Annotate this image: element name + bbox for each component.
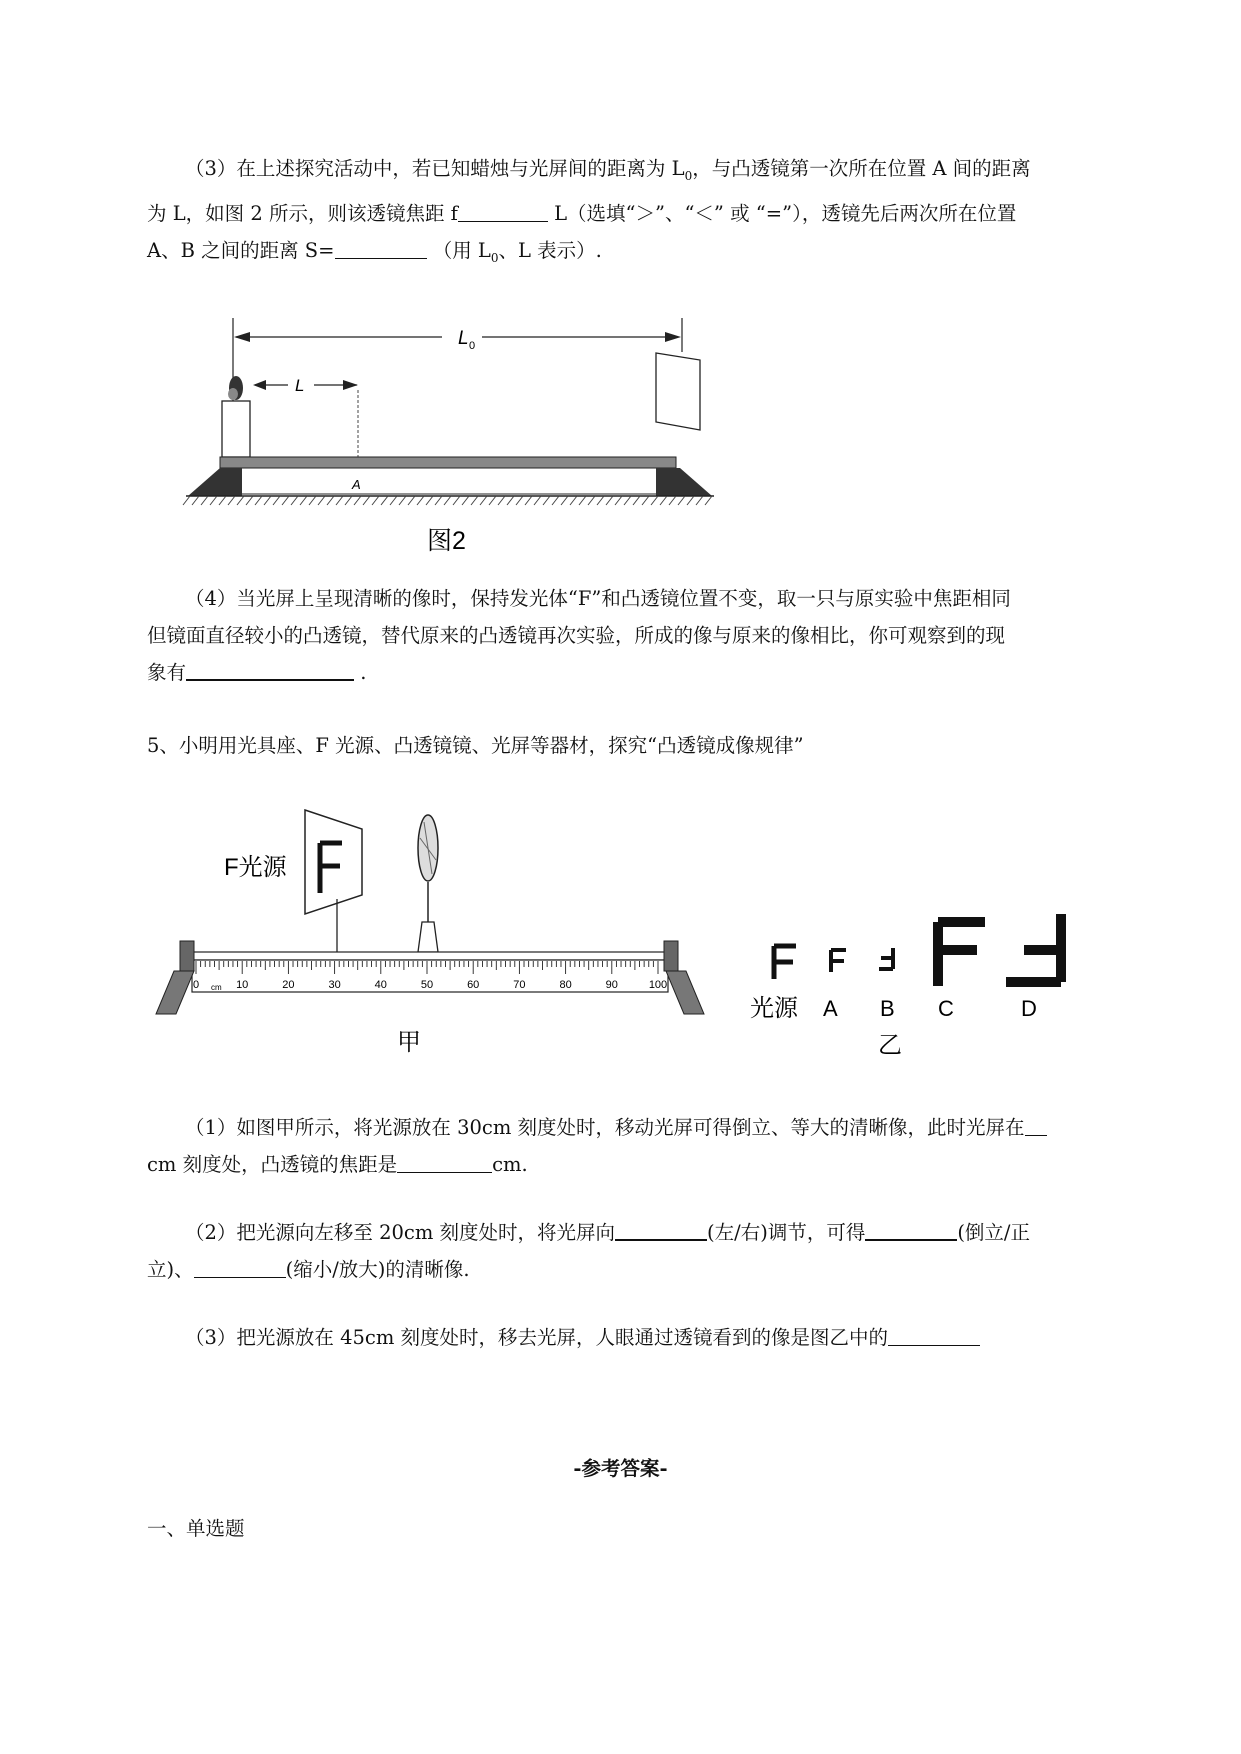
q3-sub-0b: 0 xyxy=(490,250,499,265)
fig-yi-label-a: A xyxy=(823,996,838,1021)
q5-3-blank[interactable] xyxy=(888,1323,980,1346)
q3-text-5: A、B 之间的距离 S= xyxy=(147,238,335,262)
q5-2-text-4: 立)、 xyxy=(147,1258,194,1281)
q5-2-text-2: (左/右)调节，可得 xyxy=(707,1221,866,1244)
answers-section xyxy=(147,1510,1147,1547)
fig-jia-source-label: F光源 xyxy=(224,854,287,881)
ruler-unit: cm xyxy=(211,983,222,992)
ruler-tick-label: 80 xyxy=(559,979,572,991)
image-d-icon xyxy=(1006,914,1061,982)
q3-text-4: L（选填“＞”、“＜” 或 “=”），透镜先后两次所在位置 xyxy=(547,201,1017,225)
ruler-tick-label: 90 xyxy=(605,979,618,991)
fig2-label-L0: L xyxy=(458,328,469,349)
q5-1-text-3: cm. xyxy=(492,1153,528,1176)
fig2-label-L: L xyxy=(295,376,305,395)
q5-3-text-1: （3）把光源放在 45cm 刻度处时，移去光屏，人眼通过透镜看到的像是图乙中的 xyxy=(185,1326,889,1349)
ruler-tick-label: 0 xyxy=(192,979,200,991)
image-c-icon xyxy=(938,922,985,986)
ruler-tick-label: 40 xyxy=(374,979,387,991)
fig2-label-L0-sub: 0 xyxy=(469,340,476,352)
q4-text-4: . xyxy=(354,661,367,684)
q5-2-blank-size[interactable] xyxy=(194,1255,286,1278)
q5-2-text-3: (倒立/正 xyxy=(957,1221,1031,1244)
fig-yi-label-c: C xyxy=(938,996,954,1021)
q3-text-1: （3）在上述探究活动中，若已知蜡烛与光屏间的距离为 L xyxy=(185,157,685,180)
fig-yi-label-d: D xyxy=(1021,996,1037,1021)
q5-2-text-1: （2）把光源向左移至 20cm 刻度处时，将光屏向 xyxy=(185,1221,616,1244)
q5-2-blank-orientation[interactable] xyxy=(865,1217,957,1241)
q4-text-3: 象有 xyxy=(147,661,187,684)
fig2-caption: 图2 xyxy=(427,527,466,555)
answers-title: -参考答案- xyxy=(573,1457,668,1480)
q5-1-text-2: cm 刻度处，凸透镜的焦距是 xyxy=(147,1153,398,1176)
ruler-tick-label: 50 xyxy=(420,979,434,991)
q5-1-blank-position[interactable] xyxy=(1025,1113,1047,1136)
image-a-icon xyxy=(831,950,846,972)
q5-1-blank-focal[interactable] xyxy=(397,1150,492,1173)
q3-text-2: ，与凸透镜第一次所在位置 A 间的距离 xyxy=(692,157,1031,180)
image-b-icon xyxy=(879,948,893,969)
q3-text-6: （用 L xyxy=(426,238,491,262)
q5-title: 5、小明用光具座、F 光源、凸透镜镜、光屏等器材，探究“凸透镜成像规律” xyxy=(147,734,804,757)
fig-jia-caption: 甲 xyxy=(397,1029,421,1056)
ruler-tick-label: 60 xyxy=(467,979,480,991)
question-5-1 xyxy=(147,1109,1147,1183)
q3-text-7: 、L 表示）. xyxy=(498,238,602,262)
answers-section-1: 一、单选题 xyxy=(147,1517,245,1540)
q3-text-3: 为 L，如图 2 所示，则该透镜焦距 f xyxy=(147,201,458,225)
ruler-tick-label: 30 xyxy=(328,979,341,991)
q5-2-blank-direction[interactable] xyxy=(615,1217,707,1241)
fig-yi-caption: 乙 xyxy=(878,1032,902,1059)
q5-1-text-1: （1）如图甲所示，将光源放在 30cm 刻度处时，移动光屏可得倒立、等大的清晰像，此时光屏在 xyxy=(185,1116,1025,1139)
q3-sub-0: 0 xyxy=(684,168,693,183)
source-f-icon xyxy=(774,946,796,979)
q4-text-1: （4）当光屏上呈现清晰的像时，保持发光体“F”和凸透镜位置不变，取一只与原实验中焦距相同 xyxy=(185,587,1011,610)
q4-text-2: 但镜面直径较小的凸透镜，替代原来的凸透镜再次实验，所成的像与原来的像相比，你可观察到的现 xyxy=(147,624,1006,647)
ruler-tick-label: 70 xyxy=(513,979,526,991)
question-5-2 xyxy=(147,1214,1147,1288)
ruler-tick-label: 20 xyxy=(282,979,295,991)
fig-yi-label-source: 光源 xyxy=(750,995,798,1022)
fig-yi-label-b: B xyxy=(880,996,895,1021)
ruler-tick-label: 100 xyxy=(648,979,668,991)
ruler-tick-label: 10 xyxy=(236,979,249,991)
question-5-3 xyxy=(147,1319,1147,1356)
q5-2-text-5: (缩小/放大)的清晰像. xyxy=(285,1258,470,1281)
fig2-label-A: A xyxy=(352,477,361,492)
